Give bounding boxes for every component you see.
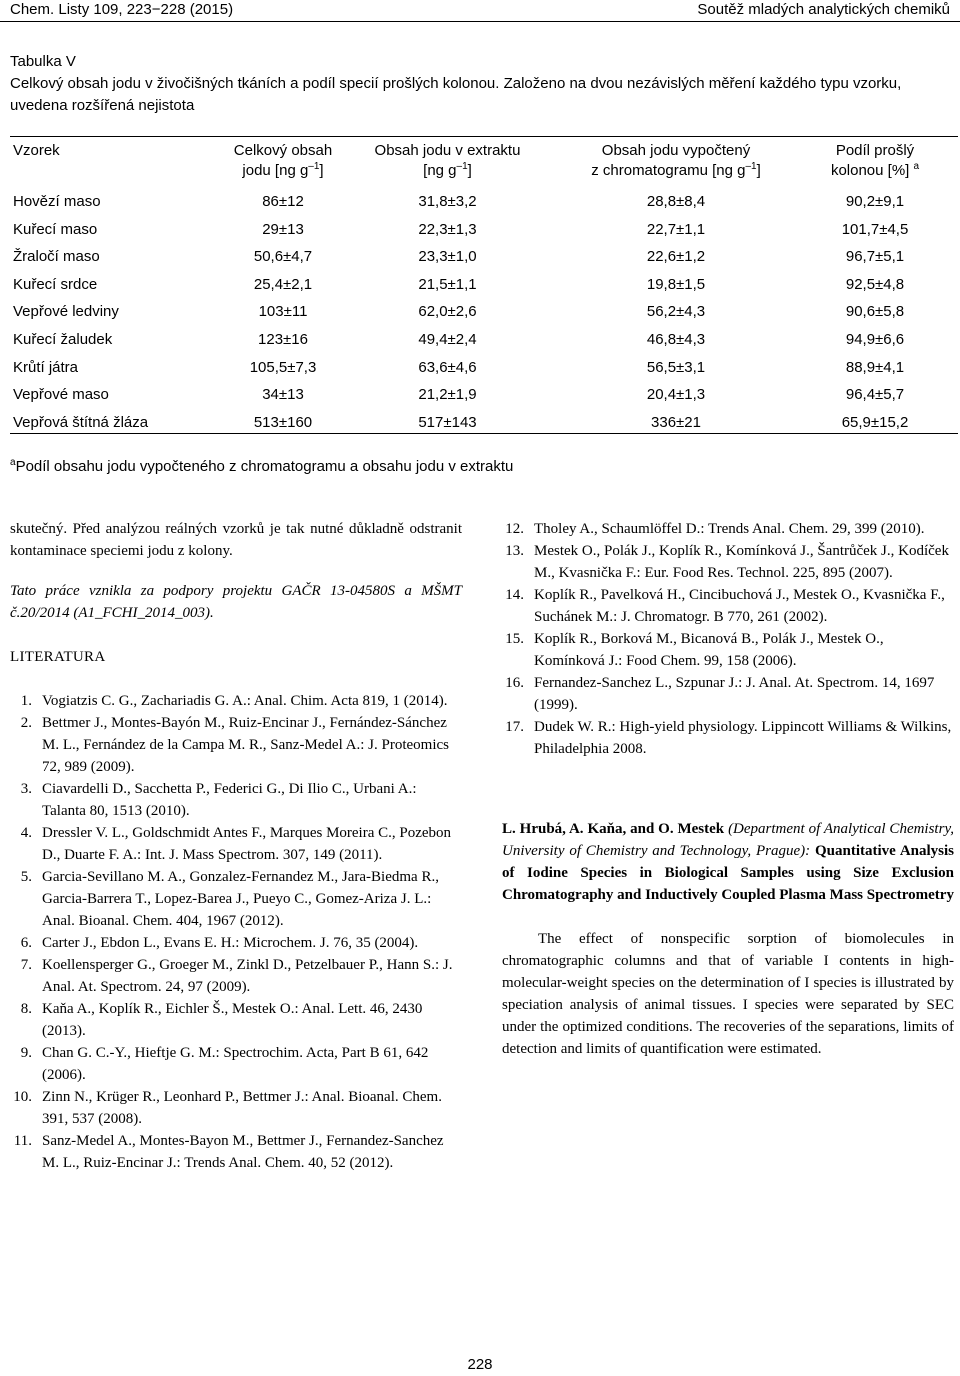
- reference-text: Sanz-Medel A., Montes-Bayon M., Bettmer J., Fernandez-Sanchez M. L., Ruiz-Encinar J.: Trends Anal. Chem. 40, 52 (2012).: [42, 1133, 444, 1171]
- reference-number: 5.: [20, 869, 32, 885]
- reference-number: 2.: [20, 715, 32, 731]
- acknowledgement: Tato práce vznikla za podpory projektu GAČR 13-04580S a MŠMT č.20/2014 (A1_FCHI_2014_003).: [10, 583, 462, 621]
- cell-chromatogram: 56,2±4,3: [646, 303, 706, 321]
- section-title: Soutěž mladých analytických chemiků: [697, 1, 950, 18]
- cell-total: 50,6±4,7: [253, 248, 313, 266]
- reference-number: 17.: [505, 719, 524, 735]
- cell-ratio: 96,7±5,1: [845, 248, 905, 266]
- header-total: Celkový obsah jodu [ng $g^{-1}$]: [233, 142, 333, 179]
- cell-chromatogram: 22,7±1,1: [646, 220, 706, 238]
- cell-total: 25,4±2,1: [253, 275, 313, 293]
- cell-sample: Žraločí maso: [13, 248, 100, 266]
- cell-extract: 49,4±2,4: [418, 331, 477, 348]
- reference-item: [10, 822, 462, 866]
- reference-item: [10, 712, 462, 778]
- reference-item: [10, 1130, 462, 1174]
- abstract-text: The effect of nonspecific sorption of biomolecules in chromatographic columns and that of variable I contents in high-molecular-weight species on the determination of I species is illustrated by speciation analysis of animal tissues. I species were separated by SEC under the optimized conditions. The recoveries of the separations, limits of detection and limits of quantification were estimated.: [502, 931, 954, 1057]
- reference-number: 12.: [505, 521, 524, 537]
- reference-text: Dressler V. L., Goldschmidt Antes F., Marques Moreira C., Pozebon D., Duarte F. A.: Int. J. Mass Spectrom. 307, 149 (2011).: [42, 825, 452, 863]
- page-number: 228: [467, 1356, 493, 1373]
- cell-ratio: 96,4±5,7: [845, 386, 905, 404]
- abstract-title: Quantitative Analysis of Iodine Species in Biological Samples using Size Exclusion Chromatography and Inductively Coupled Plasma Mass Spectrometry: [502, 843, 955, 903]
- reference-item: [10, 778, 462, 822]
- reference-list-left: [10, 690, 462, 1174]
- cell-total: 513±160: [253, 413, 313, 431]
- cell-sample: Kuřecí maso: [13, 220, 98, 238]
- reference-text: Mestek O., Polák J., Koplík R., Komínková J., Šantrůček J., Kodíček M., Kvasnička F.: Eur. Food Res. Technol. 225, 895 (2007).: [534, 543, 949, 581]
- reference-text: Tholey A., Schaumlöffel D.: Trends Anal. Chem. 29, 399 (2010).: [534, 521, 925, 537]
- cell-total: 105,5±7,3: [249, 358, 317, 376]
- cell-chromatogram: 46,8±4,3: [646, 331, 706, 348]
- body-paragraph: skutečný. Před analýzou reálných vzorků je tak nutné důkladně odstranit kontaminace speciemi jodu z kolony.: [10, 521, 462, 559]
- cell-total: 86±12: [262, 193, 304, 210]
- reference-text: Koplík R., Borková M., Bicanová B., Polák J., Mestek O., Komínková J.: Food Chem. 99, 158 (2006).: [534, 631, 884, 669]
- table-footnote: $^a$Podíl obsahu jodu vypočteného z chromatogramu a obsahu jodu v extraktu: [10, 457, 514, 475]
- cell-extract: 22,3±1,3: [418, 220, 477, 238]
- running-header: [0, 0, 960, 22]
- cell-total: 29±13: [262, 220, 304, 238]
- cell-sample: Vepřové maso: [13, 386, 109, 404]
- cell-extract: 23,3±1,0: [418, 248, 477, 266]
- cell-sample: Kuřecí srdce: [13, 275, 98, 293]
- reference-item: [502, 672, 954, 716]
- cell-ratio: 90,2±9,1: [845, 193, 905, 210]
- reference-item: [10, 998, 462, 1042]
- reference-text: Ciavardelli D., Sacchetta P., Federici G., Di Ilio C., Urbani A.: Talanta 80, 1513 (2010).: [42, 781, 417, 819]
- cell-extract: 21,5±1,1: [418, 275, 477, 293]
- reference-text: Vogiatzis C. G., Zachariadis G. A.: Anal. Chim. Acta 819, 1 (2014).: [42, 693, 448, 709]
- cell-sample: Vepřová štítná žláza: [13, 413, 149, 431]
- reference-text: Koplík R., Pavelková H., Cincibuchová J., Mestek O., Kvasnička F., Suchánek M.: J. Chromatogr. B 770, 261 (2002).: [534, 587, 945, 625]
- reference-item: [502, 540, 954, 584]
- reference-item: [10, 866, 462, 932]
- cell-total: 34±13: [262, 386, 304, 404]
- reference-number: 3.: [20, 781, 32, 797]
- reference-item: [10, 954, 462, 998]
- reference-number: 13.: [505, 543, 524, 559]
- cell-sample: Kuřecí žaludek: [13, 331, 113, 348]
- header-chromatogram: Obsah jodu vypočtený z chromatogramu [ng $g^{-1}$]: [591, 142, 761, 179]
- cell-extract: 31,8±3,2: [418, 193, 477, 210]
- reference-item: [10, 932, 462, 954]
- reference-number: 10.: [13, 1089, 32, 1105]
- reference-text: Fernandez-Sanchez L., Szpunar J.: J. Anal. At. Spectrom. 14, 1697 (1999).: [534, 675, 935, 713]
- header-extract: Obsah jodu v extraktu [ng $g^{-1}$]: [374, 142, 521, 179]
- reference-number: 1.: [20, 693, 32, 709]
- cell-chromatogram: 56,5±3,1: [646, 358, 706, 376]
- reference-text: Carter J., Ebdon L., Evans E. H.: Microchem. J. 76, 35 (2004).: [42, 935, 419, 951]
- reference-item: [10, 1086, 462, 1130]
- cell-total: 123±16: [258, 331, 308, 348]
- reference-item: [502, 584, 954, 628]
- cell-ratio: 90,6±5,8: [845, 303, 905, 321]
- table-top-rule: [10, 136, 958, 137]
- cell-sample: Krůtí játra: [13, 358, 79, 376]
- cell-extract: 63,6±4,6: [418, 358, 477, 376]
- reference-number: 7.: [20, 957, 32, 973]
- cell-ratio: 101,7±4,5: [841, 220, 909, 238]
- cell-extract: 517±143: [418, 413, 477, 431]
- reference-text: Garcia-Sevillano M. A., Gonzalez-Fernandez M., Jara-Biedma R., Garcia-Barrera T., Lopez-Barea J., Pueyo C., Gomez-Ariza J. L.: Anal. Bioanal. Chem. 404, 1967 (2012).: [42, 869, 439, 929]
- cell-ratio: 65,9±15,2: [841, 413, 909, 431]
- cell-ratio: 88,9±4,1: [845, 358, 905, 376]
- reference-number: 4.: [20, 825, 32, 841]
- reference-item: [10, 690, 462, 712]
- reference-text: Dudek W. R.: High-yield physiology. Lippincott Williams & Wilkins, Philadelphia 2008.: [534, 719, 952, 757]
- cell-total: 103±11: [258, 303, 308, 321]
- header-rule: [0, 21, 960, 22]
- literature-heading: LITERATURA: [10, 649, 106, 665]
- abstract-authors: L. Hrubá, A. Kaňa, and O. Mestek: [502, 821, 725, 837]
- header-ratio: Podíl prošlý kolonou [%] $^a$: [830, 142, 920, 179]
- cell-sample: Vepřové ledviny: [13, 303, 119, 321]
- reference-text: Chan G. C.-Y., Hieftje G. M.: Spectrochim. Acta, Part B 61, 642 (2006).: [42, 1045, 429, 1083]
- cell-chromatogram: 336±21: [651, 413, 701, 431]
- table-caption-text: Celkový obsah jodu v živočišných tkáních a podíl specií prošlých kolonou. Založeno na dvou nezávislých měření každého typu vzorku, uvedena rozšířená nejistota: [10, 75, 902, 114]
- reference-number: 16.: [505, 675, 524, 691]
- reference-number: 6.: [20, 935, 32, 951]
- reference-number: 15.: [505, 631, 524, 647]
- cell-chromatogram: 22,6±1,2: [646, 248, 706, 266]
- cell-extract: 62,0±2,6: [418, 303, 477, 321]
- header-sample: Vzorek: [13, 142, 60, 159]
- cell-ratio: 92,5±4,8: [845, 275, 905, 293]
- journal-citation: Chem. Listy 109, 223−228 (2015): [10, 1, 234, 18]
- table-bottom-rule: [10, 433, 958, 434]
- reference-text: Koellensperger G., Groeger M., Zinkl D., Petzelbauer P., Hann S.: J. Anal. At. Spectrom. 24, 97 (2009).: [42, 957, 453, 995]
- reference-number: 8.: [20, 1001, 32, 1017]
- reference-item: [502, 628, 954, 672]
- iodine-table: [10, 136, 958, 434]
- cell-sample: Hovězí maso: [13, 193, 101, 210]
- cell-chromatogram: 19,8±1,5: [646, 275, 706, 293]
- right-column: [502, 518, 954, 1060]
- cell-chromatogram: 28,8±8,4: [646, 193, 706, 210]
- reference-list-right: [502, 518, 954, 760]
- reference-item: [10, 1042, 462, 1086]
- reference-number: 11.: [13, 1133, 32, 1149]
- table-caption: [10, 51, 955, 117]
- cell-chromatogram: 20,4±1,3: [646, 386, 706, 404]
- reference-number: 14.: [505, 587, 524, 603]
- reference-text: Bettmer J., Montes-Bayón M., Ruiz-Encinar J., Fernández-Sánchez M. L., Fernández de la Campa M. R., Sanz-Medel A.: J. Proteomics 72, 989 (2009).: [42, 715, 450, 775]
- left-column: [10, 518, 462, 1174]
- reference-number: 9.: [20, 1045, 32, 1061]
- abstract-heading: [502, 818, 954, 906]
- cell-ratio: 94,9±6,6: [845, 331, 905, 348]
- reference-text: Kaňa A., Koplík R., Eichler Š., Mestek O.: Anal. Lett. 46, 2430 (2013).: [42, 1001, 423, 1039]
- cell-extract: 21,2±1,9: [418, 386, 477, 404]
- reference-text: Zinn N., Krüger R., Leonhard P., Bettmer J.: Anal. Bioanal. Chem. 391, 537 (2008).: [42, 1089, 442, 1127]
- reference-item: [502, 518, 954, 540]
- abstract-affiliation: (Department of Analytical Chemistry, University of Chemistry and Technology, Prague):: [502, 821, 955, 859]
- table-label: Tabulka V: [10, 53, 76, 70]
- reference-item: [502, 716, 954, 760]
